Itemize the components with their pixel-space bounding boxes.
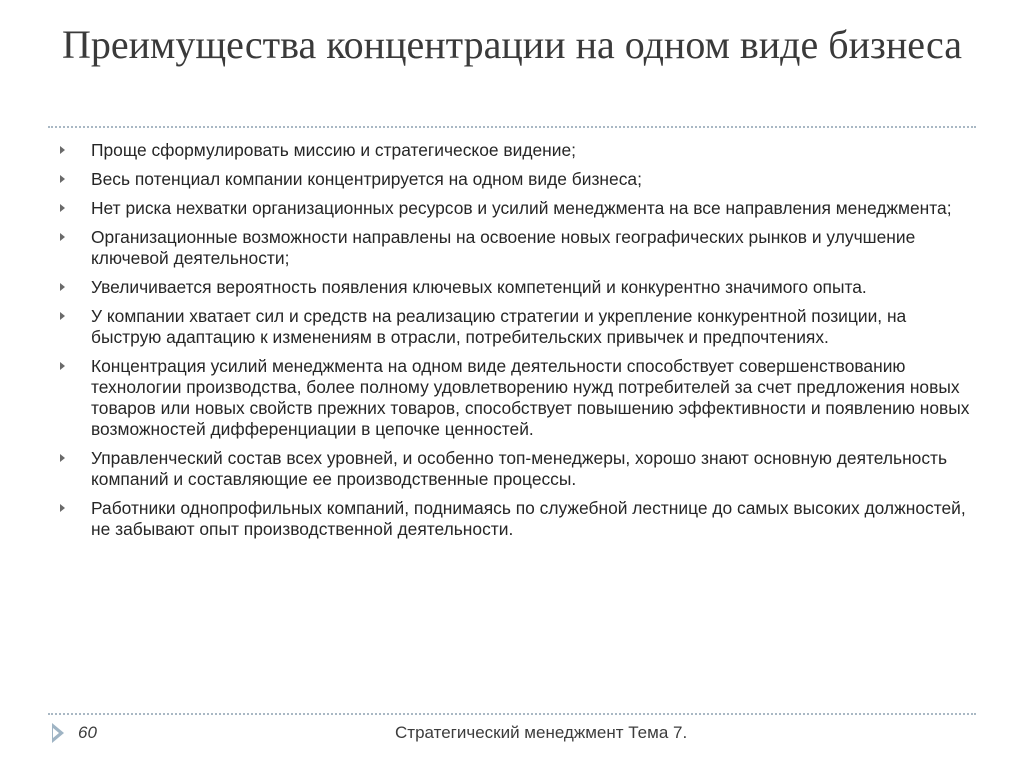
- bullet-text: Концентрация усилий менеджмента на одном виде деятельности способствует совершенствованию технологии производства, более полному удовлетворению нужд потребителей за счет предложения новых товаров или новых свойств прежних товаров, способствует повышению эффективности и появлению новых возможностей дифференциации в цепочке ценностей.: [91, 356, 970, 439]
- bullet-text: У компании хватает сил и средств на реализацию стратегии и укрепление конкурентной позиции, на быструю адаптацию к изменениям в отрасли, потребительских привычек и предпочтениях.: [91, 306, 907, 347]
- bullet-arrow-icon: [60, 204, 65, 212]
- footer-divider: [48, 713, 976, 715]
- bullet-item: [60, 198, 975, 219]
- bullet-item: [60, 498, 975, 540]
- bullet-text: Увеличивается вероятность появления ключевых компетенций и конкурентно значимого опыта.: [91, 277, 867, 297]
- slide-title: Преимущества концентрации на одном виде бизнеса: [62, 22, 962, 67]
- bullet-arrow-icon: [60, 233, 65, 241]
- page-number: 60: [78, 723, 97, 742]
- bullet-arrow-icon: [60, 454, 65, 462]
- bullet-arrow-icon: [60, 146, 65, 154]
- bullet-item: [60, 306, 975, 348]
- bullet-item: [60, 277, 975, 298]
- bullet-text: Весь потенциал компании концентрируется на одном виде бизнеса;: [91, 169, 642, 189]
- bullet-item: [60, 140, 975, 161]
- bullet-item: [60, 356, 975, 440]
- bullet-item: [60, 227, 975, 269]
- bullet-arrow-icon: [60, 504, 65, 512]
- triangle-play-icon: [52, 723, 64, 743]
- bullet-text: Управленческий состав всех уровней, и особенно топ-менеджеры, хорошо знают основную деятельность компаний и составляющие ее производственные процессы.: [91, 448, 948, 489]
- bullet-text: Проще сформулировать миссию и стратегическое видение;: [91, 140, 576, 160]
- bullet-text: Работники однопрофильных компаний, поднимаясь по служебной лестнице до самых высоких должностей, не забывают опыт производственной деятельности.: [91, 498, 966, 539]
- bullet-arrow-icon: [60, 175, 65, 183]
- bullet-arrow-icon: [60, 362, 65, 370]
- bullet-arrow-icon: [60, 283, 65, 291]
- bullet-arrow-icon: [60, 312, 65, 320]
- bullet-item: [60, 169, 975, 190]
- bullet-text: Организационные возможности направлены на освоение новых географических рынков и улучшение ключевой деятельности;: [91, 227, 916, 268]
- bullet-list: [60, 140, 975, 548]
- title-divider: [48, 126, 976, 128]
- bullet-text: Нет риска нехватки организационных ресурсов и усилий менеджмента на все направления менеджмента;: [91, 198, 952, 218]
- triangle-play-icon-inner: [53, 728, 59, 738]
- bullet-item: [60, 448, 975, 490]
- footer-text: Стратегический менеджмент Тема 7.: [395, 723, 688, 742]
